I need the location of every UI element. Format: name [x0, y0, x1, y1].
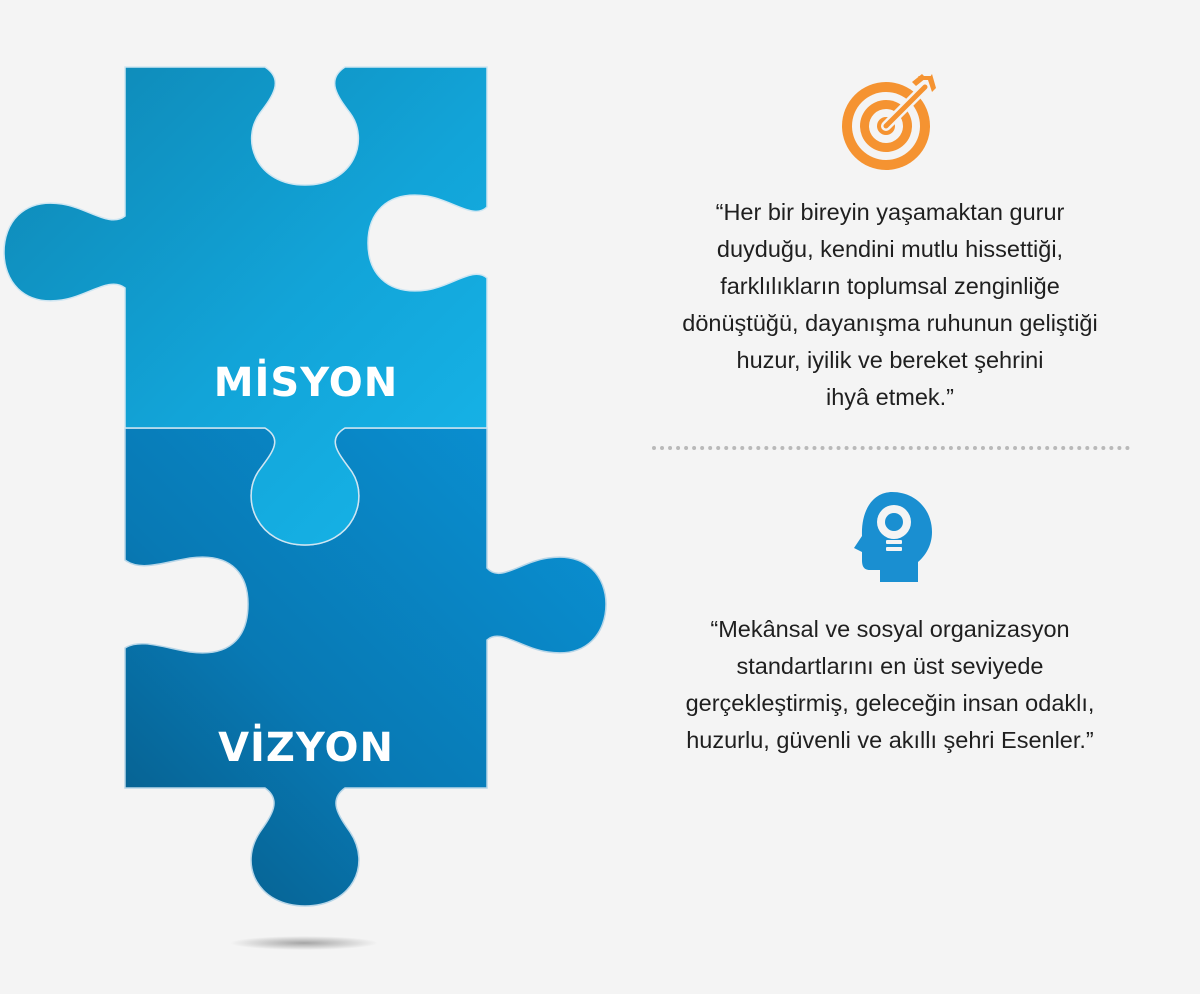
vision-quote-line: “Mekânsal ve sosyal organizasyon	[710, 616, 1070, 642]
vision-quote	[630, 611, 1150, 759]
misyon-title: MİSYON	[213, 360, 399, 406]
mission-quote-line: dönüştüğü, dayanışma ruhunun geliştiği	[682, 310, 1098, 336]
mission-quote-line: duyduğu, kendini mutlu hissettiği,	[716, 236, 1064, 262]
vision-quote-line: standartlarını en üst seviyede	[736, 653, 1044, 679]
vision-quote-line: huzurlu, güvenli ve akıllı şehri Esenler.”	[686, 727, 1094, 753]
mission-quote-line: huzur, iyilik ve bereket şehrini	[736, 347, 1044, 373]
vision-quote-line: gerçekleştirmiş, geleceğin insan odaklı,	[685, 690, 1095, 716]
target-icon	[836, 70, 940, 174]
vizyon-puzzle-piece	[125, 428, 606, 906]
mission-quote-line: farklılıkların toplumsal zenginliğe	[720, 273, 1060, 299]
mission-quote-line: “Her bir bireyin yaşamaktan gurur	[715, 199, 1065, 225]
dotted-divider	[652, 446, 1130, 450]
vizyon-title: VİZYON	[218, 725, 394, 771]
mission-quote-line: ihyâ etmek.”	[826, 384, 954, 410]
head-lightbulb-icon	[848, 488, 938, 584]
mission-quote	[630, 194, 1150, 416]
ground-shadow	[230, 936, 378, 950]
